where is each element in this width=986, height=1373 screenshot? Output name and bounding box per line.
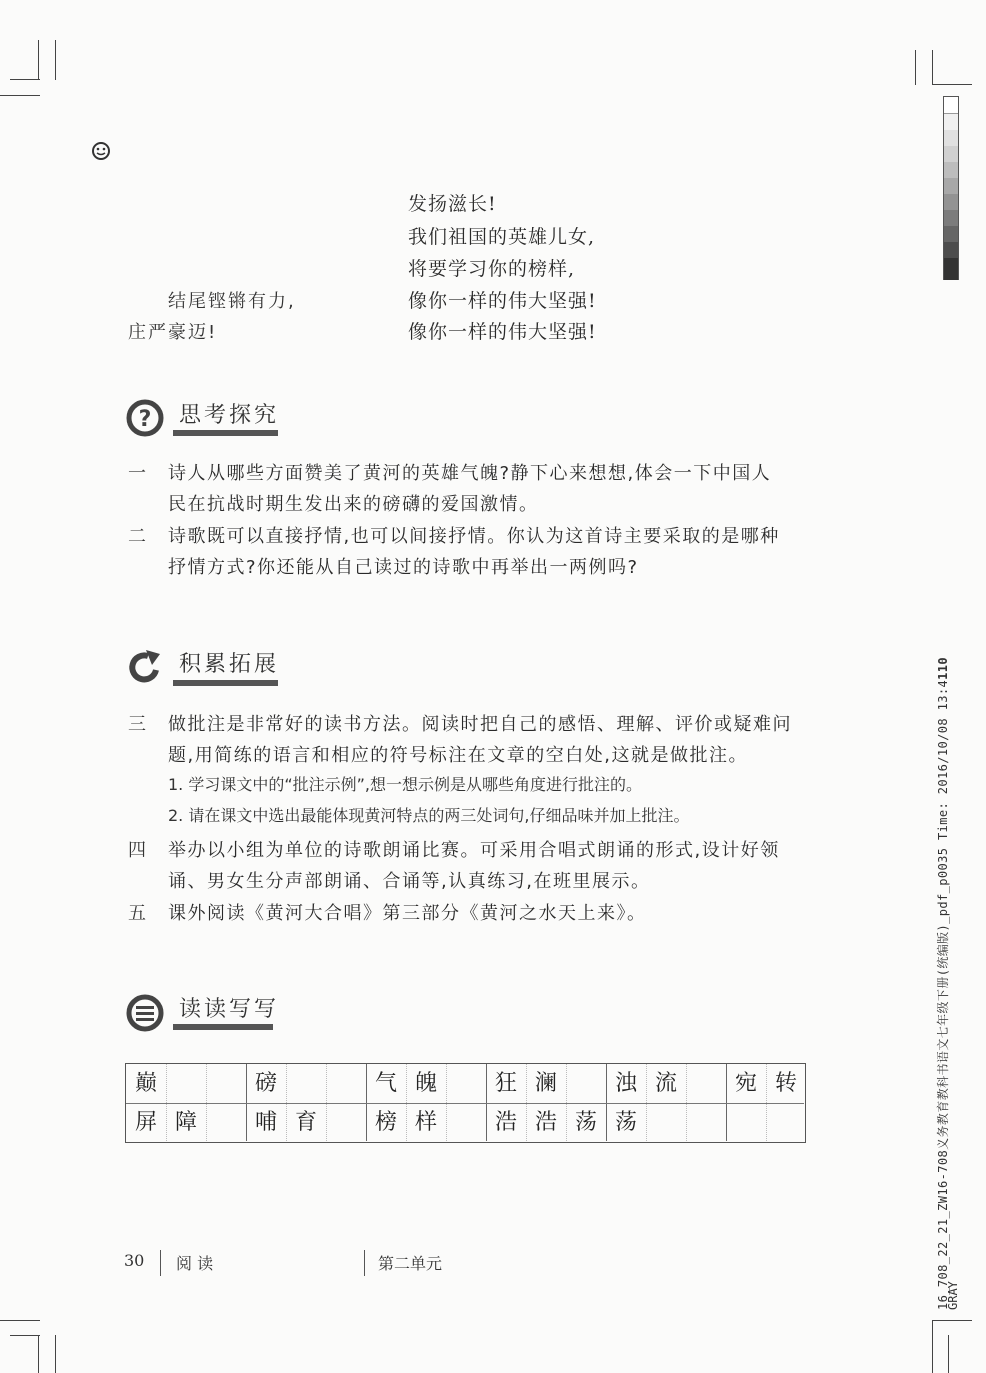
grid-character: 宛 — [734, 1071, 757, 1096]
grid-character: 巅 — [134, 1071, 157, 1096]
poem-line: 将要学习你的榜样, — [408, 258, 576, 280]
footer-divider — [160, 1250, 161, 1276]
grid-character — [686, 1103, 726, 1143]
grid-character: 荡 — [574, 1109, 597, 1135]
grid-character: 转 — [774, 1071, 797, 1096]
grid-character: 样 — [414, 1109, 437, 1135]
grid-character — [206, 1103, 246, 1143]
question-text: 抒情方式?你还能从自己读过的诗歌中再举出一两例吗? — [168, 557, 639, 578]
grid-character: 狂 — [494, 1071, 517, 1096]
grid-character — [446, 1103, 486, 1143]
question-text: 诗人从哪些方面赞美了黄河的英雄气魄?静下心来想想,体会一下中国人 — [168, 463, 772, 484]
grid-character — [446, 1064, 486, 1104]
crop-mark — [932, 1320, 933, 1373]
question-number: 一 — [128, 463, 146, 484]
writing-grid — [125, 1063, 806, 1143]
grid-character — [766, 1103, 806, 1143]
crop-mark — [38, 40, 39, 80]
smiley-icon — [91, 141, 111, 161]
grid-character: 荡 — [614, 1109, 637, 1135]
question-number: 四 — [128, 840, 146, 861]
sub-item: 2. 请在课文中选出最能体现黄河特点的两三处词句,仔细品味并加上批注。 — [168, 806, 690, 825]
grid-character: 育 — [294, 1109, 317, 1135]
crop-mark — [915, 50, 916, 85]
question-text: 民在抗战时期生发出来的磅礴的爱国激情。 — [168, 494, 539, 515]
grid-character: 流 — [654, 1071, 677, 1096]
section-title-think: 思考探究 — [179, 403, 280, 428]
grid-character: 磅 — [254, 1071, 277, 1096]
page-number: 30 — [124, 1251, 145, 1270]
grid-character — [686, 1064, 726, 1104]
question-text: 课外阅读《黄河大合唱》第三部分《黄河之水天上来》。 — [168, 903, 647, 924]
grid-character: 魄 — [414, 1071, 437, 1096]
poem-line: 我们祖国的英雄儿女, — [408, 226, 596, 248]
grid-character — [206, 1064, 246, 1104]
margin-note-line: 庄严豪迈! — [128, 322, 218, 343]
grid-character: 哺 — [254, 1109, 277, 1135]
grid-character — [166, 1064, 206, 1104]
question-text: 举办以小组为单位的诗歌朗诵比赛。可采用合唱式朗诵的形式,设计好领 — [168, 840, 780, 861]
grid-character: 屏 — [134, 1109, 157, 1135]
grid-character: 浊 — [614, 1071, 637, 1096]
grid-character: 浩 — [534, 1109, 557, 1135]
section-underline — [173, 680, 278, 686]
poem-line: 像你一样的伟大坚强! — [408, 290, 597, 312]
grid-character — [286, 1064, 326, 1104]
crop-mark — [10, 79, 40, 80]
margin-note-line: 结尾铿锵有力, — [168, 291, 296, 312]
grid-character: 浩 — [494, 1109, 517, 1135]
crop-mark — [55, 40, 56, 80]
section-underline — [173, 1024, 273, 1030]
grid-character: 障 — [174, 1109, 197, 1135]
grid-character: 气 — [374, 1071, 397, 1096]
question-number: 五 — [128, 903, 146, 924]
question-icon — [126, 399, 164, 437]
crop-mark — [10, 1335, 40, 1336]
question-number: 三 — [128, 714, 146, 735]
grid-character — [726, 1103, 766, 1143]
question-number: 二 — [128, 526, 146, 547]
book-lines-icon — [126, 994, 164, 1032]
arrow-circle-icon — [126, 648, 164, 686]
grid-character — [326, 1064, 366, 1104]
poem-line: 像你一样的伟大坚强! — [408, 321, 597, 343]
crop-mark — [932, 50, 933, 85]
grid-character: 榜 — [374, 1109, 397, 1135]
print-gray-label: GRAY — [946, 1281, 960, 1310]
footer-unit: 第二单元 — [378, 1254, 443, 1273]
grid-character — [566, 1064, 606, 1104]
footer-section: 阅 读 — [176, 1254, 214, 1273]
question-text: 题,用简练的语言和相应的符号标注在文章的空白处,这就是做批注。 — [168, 745, 748, 766]
section-underline — [173, 430, 278, 436]
gray-scale-strip — [943, 96, 959, 280]
crop-mark — [0, 1320, 40, 1321]
svg-text:?: ? — [138, 407, 152, 432]
grid-character — [646, 1103, 686, 1143]
crop-mark — [0, 95, 40, 96]
grid-character — [326, 1103, 366, 1143]
question-text: 诵、男女生分声部朗诵、合诵等,认真练习,在班里展示。 — [168, 871, 651, 892]
print-info-text: 16_708_22_21_ZW16-708义务教育教科书语文七年级下册(统编版)_pdf_p0035 Time: 2016/10/08 13:4110 — [936, 656, 950, 1310]
crop-mark — [948, 1335, 949, 1373]
sub-item: 1. 学习课文中的“批注示例”,想一想示例是从哪些角度进行批注的。 — [168, 775, 643, 794]
poem-line: 发扬滋长! — [408, 193, 497, 215]
crop-mark — [38, 1335, 39, 1373]
crop-mark — [932, 84, 972, 85]
print-stamp: 110 — [936, 656, 950, 680]
footer-divider — [364, 1250, 365, 1276]
question-text: 诗歌既可以直接抒情,也可以间接抒情。你认为这首诗主要采取的是哪种 — [168, 526, 780, 547]
crop-mark — [55, 1335, 56, 1373]
section-title-extend: 积累拓展 — [179, 652, 280, 677]
grid-character: 澜 — [534, 1071, 557, 1096]
crop-mark — [932, 1320, 972, 1321]
section-title-write: 读读写写 — [179, 997, 280, 1022]
question-text: 做批注是非常好的读书方法。阅读时把自己的感悟、理解、评价或疑难问 — [168, 714, 792, 735]
